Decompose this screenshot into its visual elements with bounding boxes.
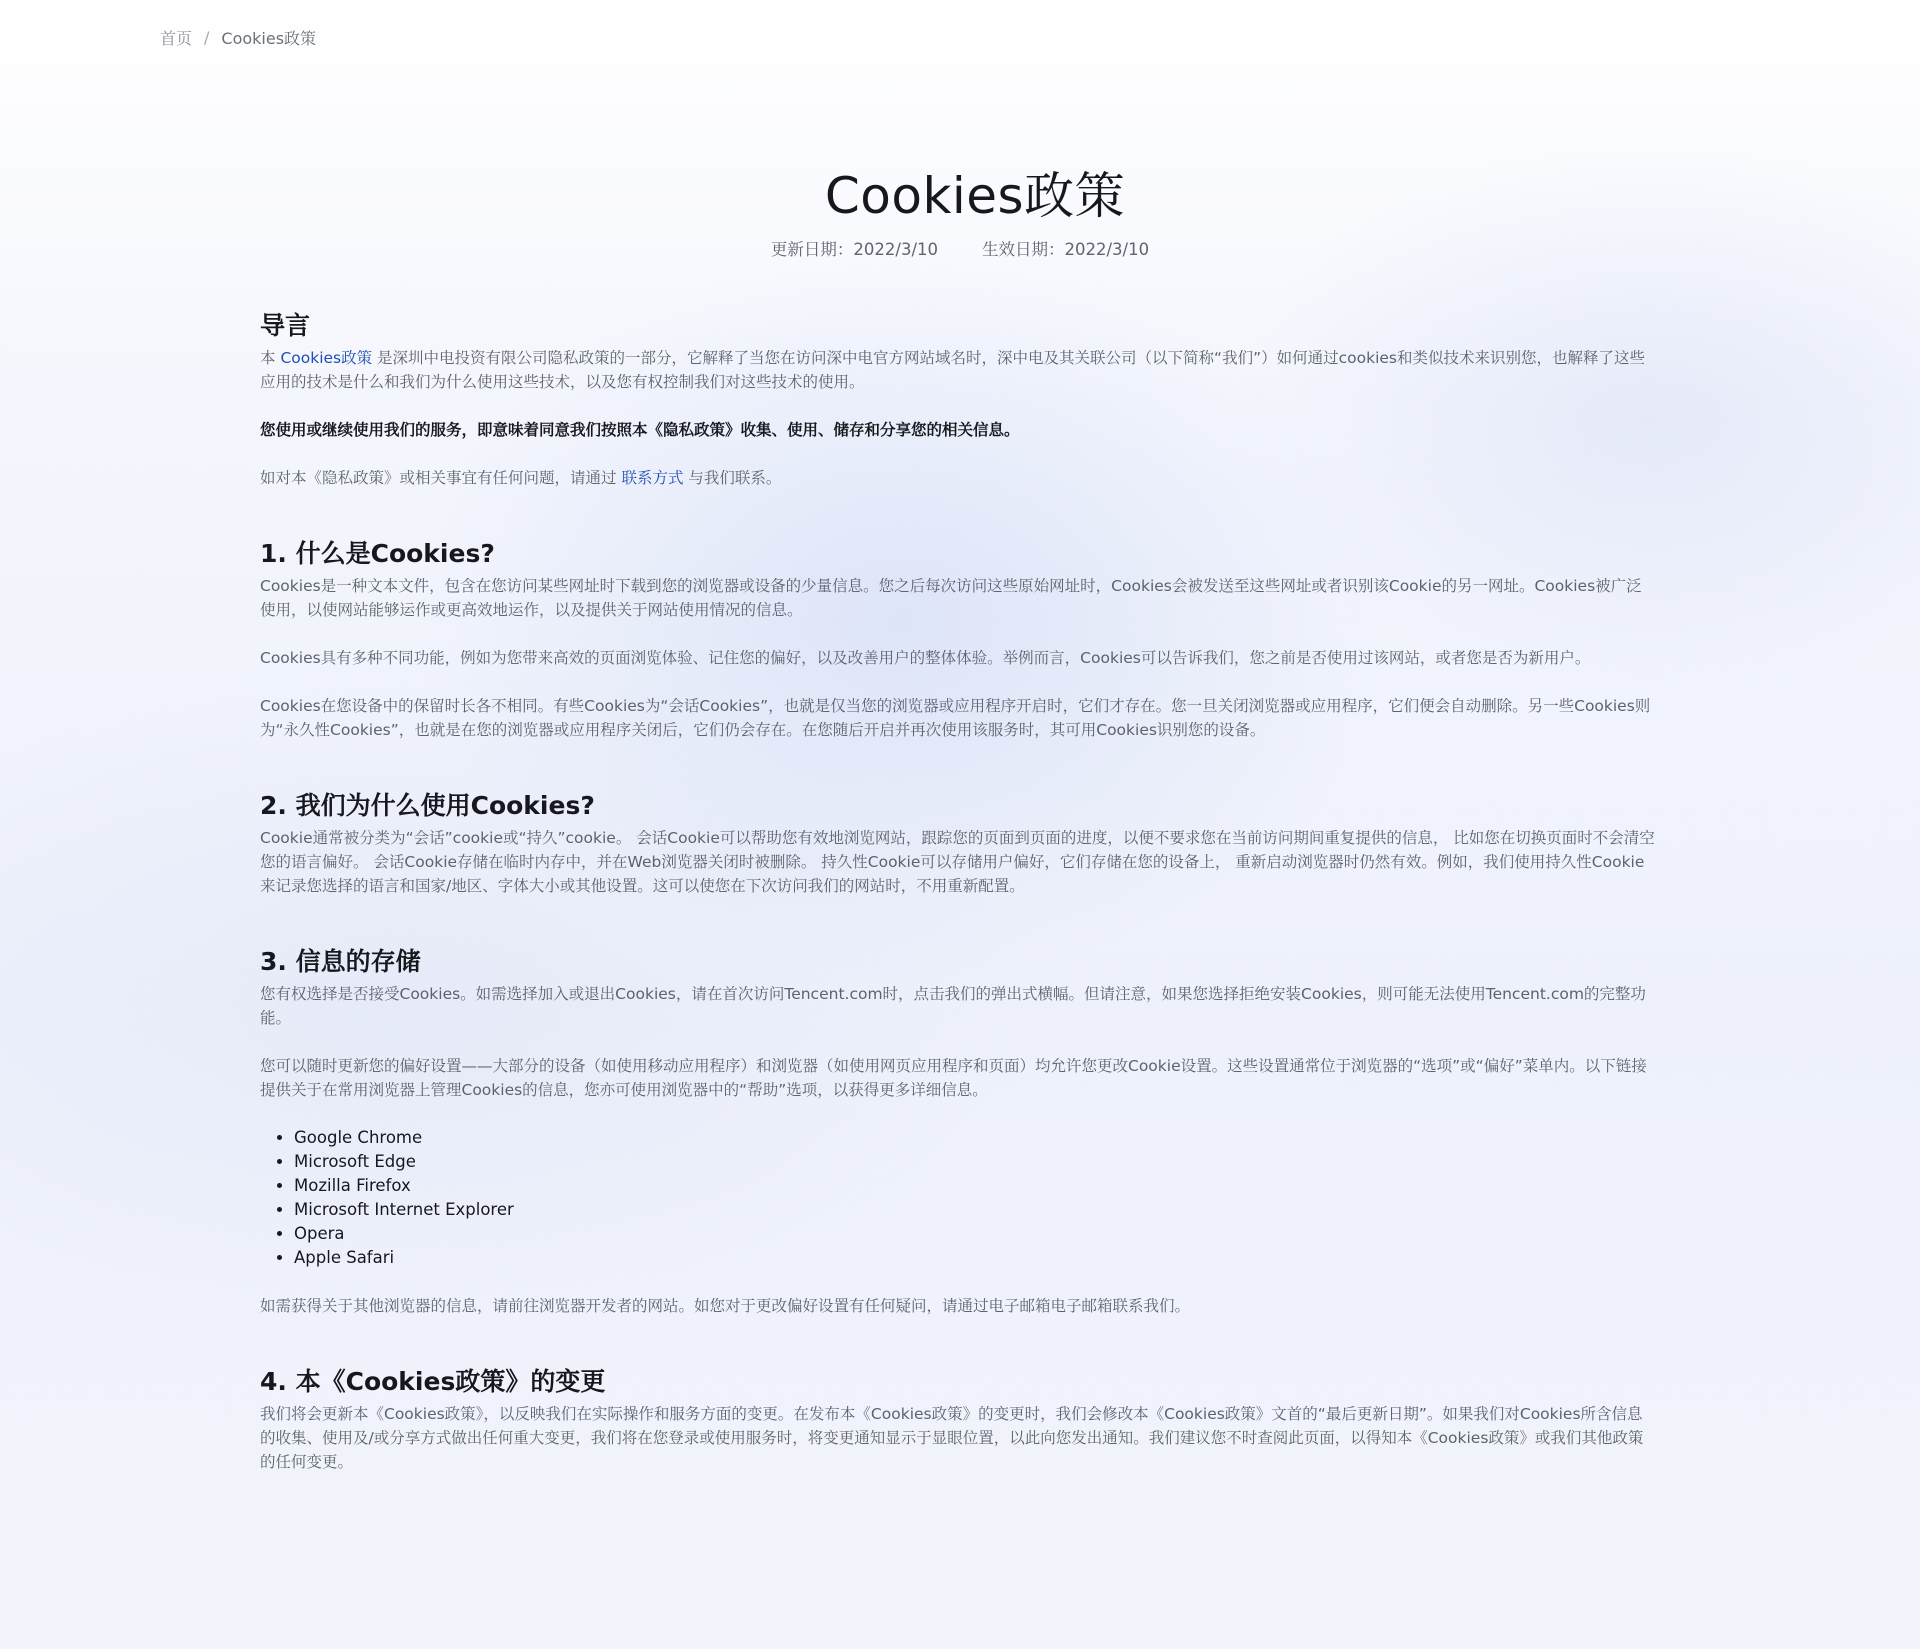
- section-heading-what-are-cookies: 1. 什么是Cookies?: [260, 539, 495, 568]
- browser-list: [260, 1126, 1656, 1270]
- policy-content: [260, 306, 1656, 1474]
- intro-paragraph: [260, 346, 1656, 394]
- section-heading-changes: 4. 本《Cookies政策》的变更: [260, 1367, 606, 1396]
- intro-text-pre: 本: [260, 349, 281, 367]
- section3-paragraph-2: 您可以随时更新您的偏好设置——大部分的设备（如使用移动应用程序）和浏览器（如使用网页应用程序和页面）均允许您更改Cookie设置。这些设置通常位于浏览器的“选项”或“偏好”菜单内。以下链接提供关于在常用浏览器上管理Cookies的信息，您亦可使用浏览器中的“帮助”选项，以获得更多详细信息。: [260, 1057, 1647, 1099]
- effective-date: 生效日期：2022/3/10: [982, 240, 1150, 259]
- browser-link-opera[interactable]: • Opera: [294, 1222, 1656, 1246]
- contact-paragraph: [260, 466, 1656, 490]
- section1-paragraph-3: Cookies在您设备中的保留时长各不相同。有些Cookies为“会话Cookies”，也就是仅当您的浏览器或应用程序开启时，它们才存在。您一旦关闭浏览器或应用程序，它们便会自动删除。另一些Cookies则为“永久性Cookies”，也就是在您的浏览器或应用程序关闭后，它们仍会存在。在您随后开启并再次使用该服务时，其可用Cookies识别您的设备。: [260, 697, 1651, 739]
- section2-paragraph-1: Cookie通常被分类为“会话”cookie或“持久”cookie。 会话Cookie可以帮助您有效地浏览网站，跟踪您的页面到页面的进度，以便不要求您在当前访问期间重复提供的信息， 比如您在切换页面时不会清空您的语言偏好。 会话Cookie存储在临时内存中，并在Web浏览器关闭时被删除。 持久性Cookie可以存储用户偏好，它们存储在您的设备上， 重新启动浏览器时仍然有效。例如，我们使用持久性Cookie来记录您选择的语言和国家/地区、字体大小或其他设置。这可以使您在下次访问我们的网站时，不用重新配置。: [260, 829, 1655, 895]
- section-heading-intro: 导言: [260, 311, 311, 340]
- browser-link-edge[interactable]: • Microsoft Edge: [294, 1150, 1656, 1174]
- browser-link-ie[interactable]: • Microsoft Internet Explorer: [294, 1198, 1656, 1222]
- breadcrumb-home-link[interactable]: 首页: [160, 29, 193, 48]
- page-title: Cookies政策: [824, 167, 1126, 225]
- section3-paragraph-1: 您有权选择是否接受Cookies。如需选择加入或退出Cookies，请在首次访问Tencent.com时，点击我们的弹出式横幅。但请注意，如果您选择拒绝安装Cookies，则可能无法使用Tencent.com的完整功能。: [260, 985, 1646, 1027]
- section4-paragraph-1: 我们将会更新本《Cookies政策》，以反映我们在实际操作和服务方面的变更。在发布本《Cookies政策》的变更时，我们会修改本《Cookies政策》文首的“最后更新日期”。如果我们对Cookies所含信息的收集、使用及/或分享方式做出任何重大变更，我们将在您登录或使用服务时，将变更通知显示于显眼位置，以此向您发出通知。我们建议您不时查阅此页面，以得知本《Cookies政策》或我们其他政策的任何变更。: [260, 1405, 1644, 1471]
- cookies-policy-link[interactable]: Cookies政策: [280, 349, 373, 367]
- consent-notice: 您使用或继续使用我们的服务，即意味着同意我们按照本《隐私政策》收集、使用、储存和分享您的相关信息。: [260, 421, 1020, 439]
- section-heading-why-cookies: 2. 我们为什么使用Cookies?: [260, 791, 595, 820]
- contact-text-pre: 如对本《隐私政策》或相关事宜有任何问题，请通过: [260, 469, 622, 487]
- section1-paragraph-2: Cookies具有多种不同功能，例如为您带来高效的页面浏览体验、记住您的偏好，以及改善用户的整体体验。举例而言，Cookies可以告诉我们，您之前是否使用过该网站，或者您是否为新用户。: [260, 649, 1591, 667]
- contact-link[interactable]: 联系方式: [621, 469, 684, 487]
- breadcrumb: [160, 26, 316, 49]
- breadcrumb-current: Cookies政策: [221, 29, 317, 48]
- intro-text-post: 是深圳中电投资有限公司隐私政策的一部分，它解释了当您在访问深中电官方网站域名时，深中电及其关联公司（以下简称“我们”）如何通过cookies和类似技术来识别您，也解释了这些应用的技术是什么和我们为什么使用这些技术，以及您有权控制我们对这些技术的使用。: [260, 349, 1646, 391]
- contact-text-post: 与我们联系。: [683, 469, 782, 487]
- breadcrumb-separator: /: [204, 28, 210, 47]
- policy-dates: [0, 236, 1920, 260]
- browser-link-chrome[interactable]: • Google Chrome: [294, 1126, 1656, 1150]
- section3-paragraph-3: 如需获得关于其他浏览器的信息，请前往浏览器开发者的网站。如您对于更改偏好设置有任何疑问，请通过电子邮箱电子邮箱联系我们。: [260, 1297, 1191, 1315]
- section-heading-storage: 3. 信息的存储: [260, 947, 421, 976]
- updated-date: 更新日期：2022/3/10: [770, 240, 938, 259]
- browser-link-safari[interactable]: • Apple Safari: [294, 1246, 1656, 1270]
- browser-link-firefox[interactable]: • Mozilla Firefox: [294, 1174, 1656, 1198]
- section1-paragraph-1: Cookies是一种文本文件，包含在您访问某些网址时下载到您的浏览器或设备的少量信息。您之后每次访问这些原始网址时，Cookies会被发送至这些网址或者识别该Cookie的另一网址。Cookies被广泛使用，以使网站能够运作或更高效地运作，以及提供关于网站使用情况的信息。: [260, 577, 1642, 619]
